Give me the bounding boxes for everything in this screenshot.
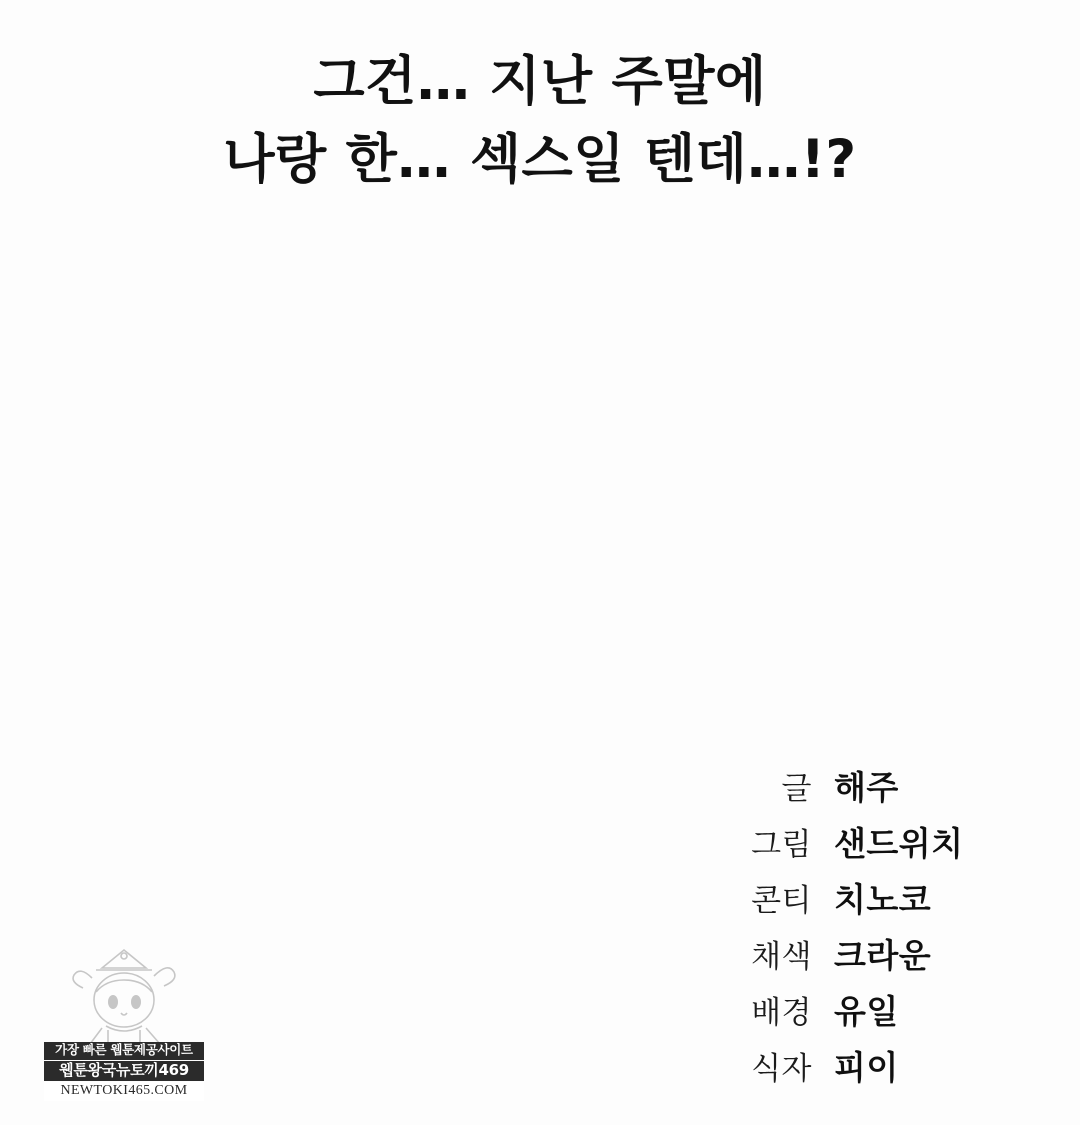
credit-role-label: 식자 — [751, 1051, 812, 1087]
credit-name-value: 크라운 — [834, 936, 932, 975]
mascot-icon — [62, 942, 186, 1054]
credit-role-label: 글 — [781, 771, 812, 807]
credit-role-label: 배경 — [751, 995, 812, 1031]
credits-block — [700, 762, 1020, 1098]
credit-row — [700, 930, 1020, 974]
credit-name-value: 유일 — [834, 992, 899, 1031]
site-watermark — [44, 942, 204, 1102]
credit-row — [700, 986, 1020, 1030]
watermark-tagline: 가장 빠른 웹툰제공사이트 — [44, 1042, 204, 1060]
credit-row — [700, 874, 1020, 918]
watermark-site-name: 웹툰왕국뉴토끼469 — [44, 1061, 204, 1081]
credit-name-value: 해주 — [834, 768, 899, 807]
dialogue-line-1: 그건… 지난 주말에 — [313, 51, 767, 112]
credit-row — [700, 1042, 1020, 1086]
watermark-url: NEWTOKI465.COM — [44, 1082, 204, 1101]
credit-name-value: 피이 — [834, 1048, 899, 1087]
watermark-bars — [44, 1042, 204, 1101]
credit-row — [700, 818, 1020, 862]
credit-name-value: 치노코 — [834, 880, 932, 919]
credit-role-label: 채색 — [751, 939, 812, 975]
dialogue-line-2: 나랑 한… 섹스일 텐데…!? — [223, 129, 857, 191]
dialogue-text — [0, 46, 1080, 196]
credit-role-label: 콘티 — [751, 883, 812, 919]
credit-role-label: 그림 — [751, 827, 812, 863]
credit-row — [700, 762, 1020, 806]
credit-name-value: 샌드위치 — [834, 824, 964, 863]
